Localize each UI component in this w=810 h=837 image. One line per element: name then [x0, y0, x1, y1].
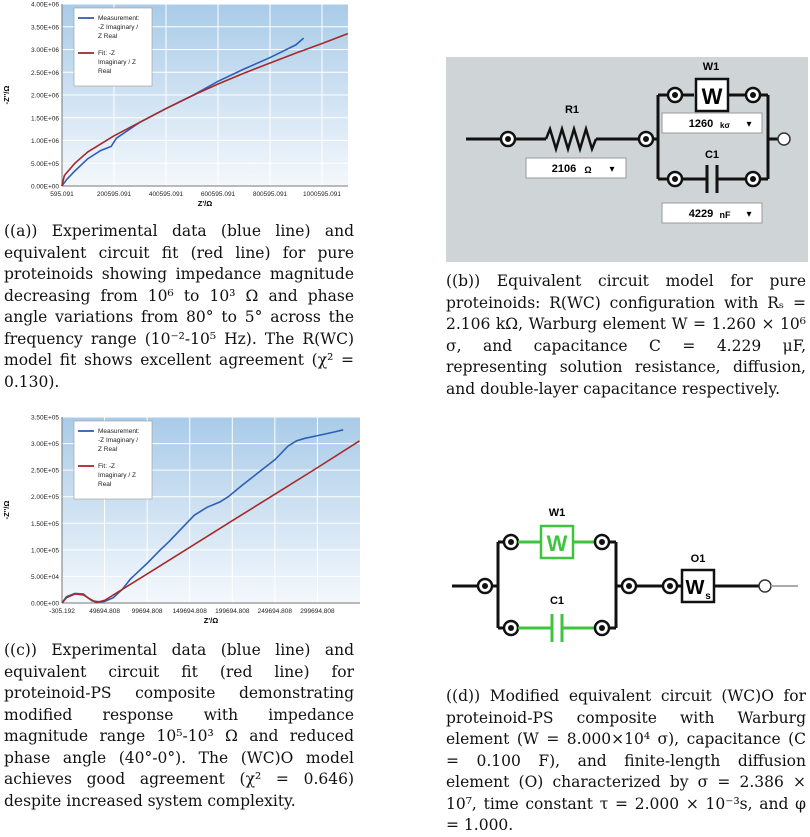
w1-dropdown-icon[interactable]: ▾	[746, 119, 752, 130]
x-tick-label: 249694.808	[257, 608, 293, 615]
c1-value-field[interactable]	[662, 203, 762, 223]
y-tick-label: 2.50E+05	[30, 467, 59, 475]
node-b-4[interactable]	[746, 88, 760, 102]
node-d-2[interactable]	[504, 535, 518, 549]
figure-d-circuit	[446, 500, 808, 650]
y-tick-label: 3.00E+05	[30, 441, 59, 449]
node-d-7[interactable]	[663, 579, 677, 593]
w1-value: 1260	[688, 118, 714, 130]
node-b-5[interactable]	[668, 172, 682, 186]
figure-c-chart	[0, 415, 362, 633]
figure-c-caption	[4, 640, 354, 812]
r1-value: 2106	[551, 163, 577, 175]
c1-value: 4229	[688, 208, 714, 220]
node-b-2[interactable]	[639, 132, 653, 146]
x-tick-label: 199694.808	[215, 608, 250, 615]
legend-entry-text: Imaginary / Z	[98, 59, 136, 66]
node-d-5[interactable]	[595, 621, 609, 635]
x-tick-label: 200595.091	[96, 191, 132, 198]
legend-entry-text: Measurement:	[98, 15, 140, 22]
legend-entry-text: Real	[98, 481, 112, 488]
capacitor-c1-label: C1	[549, 595, 565, 607]
figure-d-svg	[446, 500, 808, 650]
y-tick-label: 1.00E+05	[30, 547, 59, 555]
figure-b-caption-text: ((b)) Equivalent circuit model for pure proteinoids: R(WC) configuration with Rₛ = 2.106 kΩ, Warburg element W = 1.260 × 10⁶ σ, and capacitance C = 4.229 μF, representing solution resistance, diffusion, and double-layer capacitance respectively.	[446, 272, 806, 398]
figure-c-svg	[0, 415, 362, 633]
x-tick-label: 400595.091	[148, 191, 184, 198]
r1-value-field[interactable]	[526, 158, 626, 178]
x-tick-label: 299694.808	[300, 608, 335, 615]
y-tick-label: 2.50E+06	[30, 69, 59, 77]
node-b-3[interactable]	[668, 88, 682, 102]
figure-b-caption	[446, 271, 806, 400]
figure-a-caption	[4, 221, 354, 393]
figure-d-caption-text: ((d)) Modified equivalent circuit (WC)O for proteinoid-PS composite with Warburg element (W = 8.000×10⁴ σ), capacitance (C = 0.100 F), and finite-length diffusion element (O) characterized by σ = 2.386 × 10⁷, time constant τ = 2.000 × 10⁻³s, and φ = 1.000.	[446, 687, 806, 834]
legend-entry-text: Z Real	[98, 33, 118, 40]
node-d-4[interactable]	[504, 621, 518, 635]
legend-entry-text: Measurement:	[98, 428, 140, 435]
legend-entry-text: Fit: -Z	[98, 463, 115, 470]
figure-a-svg	[0, 0, 362, 212]
resistor-r1-label: R1	[564, 104, 580, 116]
x-tick-label: 1000595.091	[303, 191, 341, 198]
x-tick-label: 595.091	[50, 191, 74, 198]
y-tick-label: 3.50E+05	[30, 415, 59, 422]
warburg-w1-glyph: W	[546, 531, 568, 556]
x-axis-label: Z'/Ω	[203, 616, 219, 625]
x-tick-label: 49694.808	[89, 608, 120, 615]
y-tick-label: 1.00E+06	[30, 138, 59, 145]
figure-b-svg	[446, 57, 808, 262]
y-tick-label: 4.00E+06	[30, 1, 59, 9]
warburg-w1-label: W1	[702, 61, 720, 73]
y-axis-label: -Z''/Ω	[2, 500, 11, 520]
y-tick-label: 3.00E+06	[30, 47, 59, 54]
c1-dropdown-icon[interactable]: ▾	[746, 209, 752, 220]
diffusion-o1-glyph: W	[685, 577, 705, 599]
y-tick-label: 5.00E+05	[30, 160, 59, 168]
node-d-3[interactable]	[595, 535, 609, 549]
y-tick-label: 1.50E+06	[30, 115, 59, 123]
figure-d-caption	[446, 686, 806, 837]
capacitor-c1-label: C1	[704, 149, 720, 161]
node-d-1[interactable]	[478, 579, 492, 593]
y-tick-label: 5.00E+04	[30, 573, 59, 581]
c1-unit: nF	[719, 210, 731, 220]
w1-unit: kσ	[720, 121, 730, 130]
circuit-d-terminal[interactable]	[759, 580, 771, 592]
y-tick-label: 1.50E+05	[30, 520, 59, 528]
y-tick-label: 0.00E+00	[30, 600, 59, 608]
r1-dropdown-icon[interactable]: ▾	[609, 164, 615, 175]
legend-entry-text: Fit: -Z	[98, 50, 115, 57]
x-tick-label: 149694.808	[172, 608, 207, 615]
warburg-w1-glyph: W	[701, 84, 723, 109]
diffusion-o1-label: O1	[690, 553, 706, 565]
legend-entry-text: Imaginary / Z	[98, 472, 136, 479]
r1-unit: Ω	[584, 165, 592, 175]
figure-a-caption-text: ((a)) Experimental data (blue line) and equivalent circuit fit (red line) for pure proteinoids showing impedance magnitude decreasing from 10⁶ to 10³ Ω and phase angle variations from 80° to 5° across the frequency range (10⁻²-10⁵ Hz). The R(WC) model fit shows excellent agreement (χ² = 0.130).	[4, 222, 354, 391]
diffusion-o1-subscript: s	[705, 591, 711, 602]
x-tick-label: 800595.091	[252, 191, 288, 198]
circuit-b-terminal[interactable]	[778, 133, 790, 145]
y-tick-label: 2.00E+05	[30, 494, 59, 502]
y-axis-label: -Z''/Ω	[2, 85, 11, 105]
figure-b-circuit	[446, 57, 808, 262]
w1-value-field[interactable]	[662, 113, 762, 133]
y-tick-label: 2.00E+06	[30, 92, 59, 100]
legend-entry-text: Real	[98, 68, 112, 75]
y-tick-label: 3.50E+06	[30, 24, 59, 32]
node-d-6[interactable]	[622, 579, 636, 593]
figure-c-caption-text: ((c)) Experimental data (blue line) and equivalent circuit fit (red line) for proteinoid-PS composite demonstrating modified response with impedance magnitude range 10⁵-10³ Ω and reduced phase angle (40°-0°). The (WC)O model achieves good agreement (χ² = 0.646) despite increased system complexity.	[4, 641, 354, 810]
node-b-6[interactable]	[746, 172, 760, 186]
x-tick-label: 99694.808	[131, 608, 163, 615]
node-b-1[interactable]	[501, 132, 515, 146]
warburg-w1-label: W1	[548, 507, 566, 519]
legend-entry-text: Z Real	[98, 446, 118, 453]
x-tick-label: 600595.091	[200, 191, 236, 198]
y-tick-label: 0.00E+00	[30, 183, 59, 191]
figure-a-chart	[0, 0, 362, 212]
legend-entry-text: -Z Imaginary /	[98, 437, 139, 444]
legend-entry-text: -Z Imaginary /	[98, 24, 139, 31]
x-axis-label: Z'/Ω	[197, 199, 213, 208]
x-tick-label: -305.192	[49, 608, 75, 615]
